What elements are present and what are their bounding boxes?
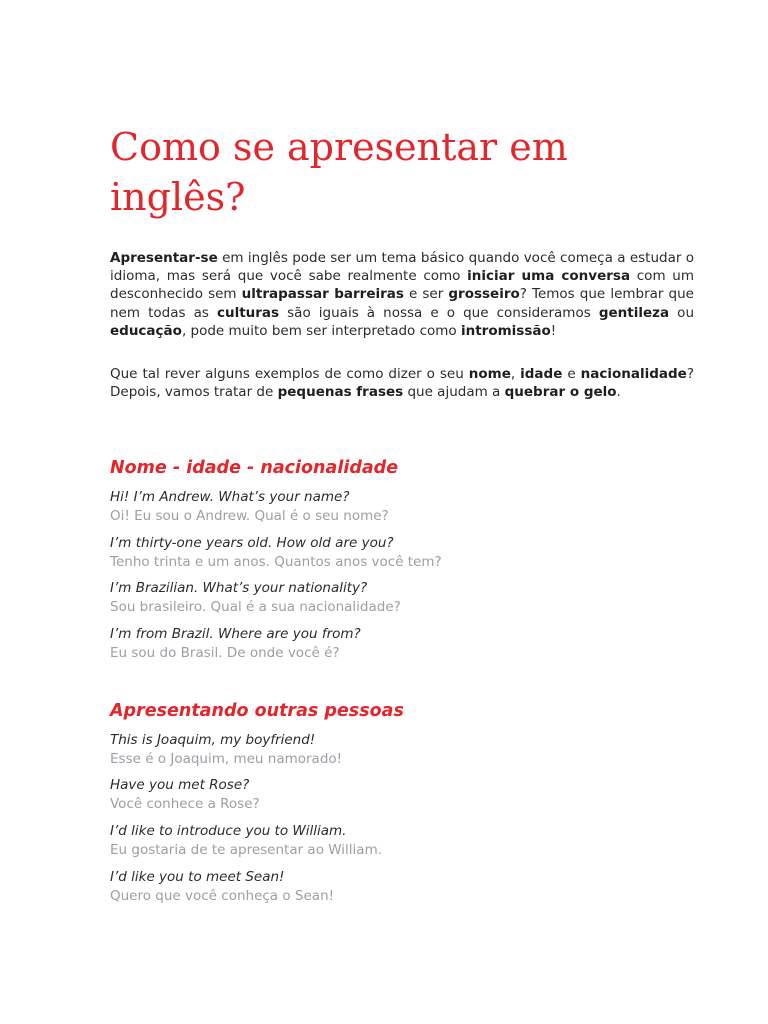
intro-run: nacionalidade [580,366,687,382]
portuguese-translation: Tenho trinta e um anos. Quantos anos você tem? [110,553,442,570]
intro-run: educação [110,322,182,339]
intro-run: , [510,366,521,382]
intro-run: com um desconhecido sem [110,268,694,303]
intro-run: em inglês pode ser um tema básico quando você começa a estudar o idioma, mas será que você sabe realmente como [110,250,694,285]
section-heading-name-age-nationality: Nome - idade - nacionalidade [110,458,399,478]
phrase-pair [110,488,710,525]
intro-run: ? Depois, vamos tratar de [110,366,694,401]
intro-run: nome [468,366,511,382]
intro-run: e ser [403,286,449,303]
english-phrase: I’m thirty-one years old. How old are you? [110,535,394,551]
intro-run: idade [520,366,563,382]
page-title: Como se apresentar em inglês? [110,125,568,219]
intro-run: ultrapassar barreiras [241,286,404,303]
portuguese-translation: Eu sou do Brasil. De onde você é? [110,644,340,661]
english-phrase: I’m from Brazil. Where are you from? [110,626,361,642]
intro-run: culturas [216,304,280,321]
intro-run: ou [669,304,694,321]
portuguese-translation: Eu gostaria de te apresentar ao William. [110,841,383,858]
intro-run: pequenas frases [277,384,404,401]
intro-run: intromissão [460,322,551,339]
phrase-pair [110,731,710,768]
phrase-pair [110,822,710,859]
intro-run: gentileza [598,304,670,321]
phrase-pair [110,776,710,813]
intro-run: grosseiro [448,286,520,303]
section-heading-introducing-others: Apresentando outras pessoas [110,701,404,721]
intro-run: . [616,384,621,401]
portuguese-translation: Você conhece a Rose? [110,795,260,812]
english-phrase: I’d like you to meet Sean! [110,869,285,885]
intro-run: , pode muito bem ser interpretado como [181,322,461,339]
portuguese-translation: Quero que você conheça o Sean! [110,887,335,904]
phrase-pair [110,579,710,616]
phrase-pair [110,534,710,571]
english-phrase: I’m Brazilian. What’s your nationality? [110,580,368,596]
english-phrase: Have you met Rose? [110,777,250,793]
intro-paragraph-2 [110,365,694,401]
phrase-pair [110,625,710,662]
english-phrase: This is Joaquim, my boyfriend! [110,732,316,748]
intro-run: e [562,366,581,382]
intro-run: iniciar uma conversa [467,268,631,285]
intro-run: quebrar o gelo [504,384,617,401]
intro-run: Apresentar-se [110,250,218,266]
portuguese-translation: Esse é o Joaquim, meu namorado! [110,750,343,767]
intro-run: são iguais à nossa e o que consideramos [279,304,599,321]
english-phrase: Hi! I’m Andrew. What’s your name? [110,489,350,505]
intro-run: ! [550,322,557,339]
intro-paragraph-1 [110,249,694,340]
phrase-pair [110,868,710,905]
portuguese-translation: Oi! Eu sou o Andrew. Qual é o seu nome? [110,507,389,524]
intro-run: que ajudam a [403,384,505,401]
portuguese-translation: Sou brasileiro. Qual é a sua nacionalidade? [110,598,401,615]
english-phrase: I’d like to introduce you to William. [110,823,347,839]
intro-run: ? Temos que lembrar que nem todas as [110,286,694,321]
intro-run: Que tal rever alguns exemplos de como dizer o seu [110,366,469,382]
